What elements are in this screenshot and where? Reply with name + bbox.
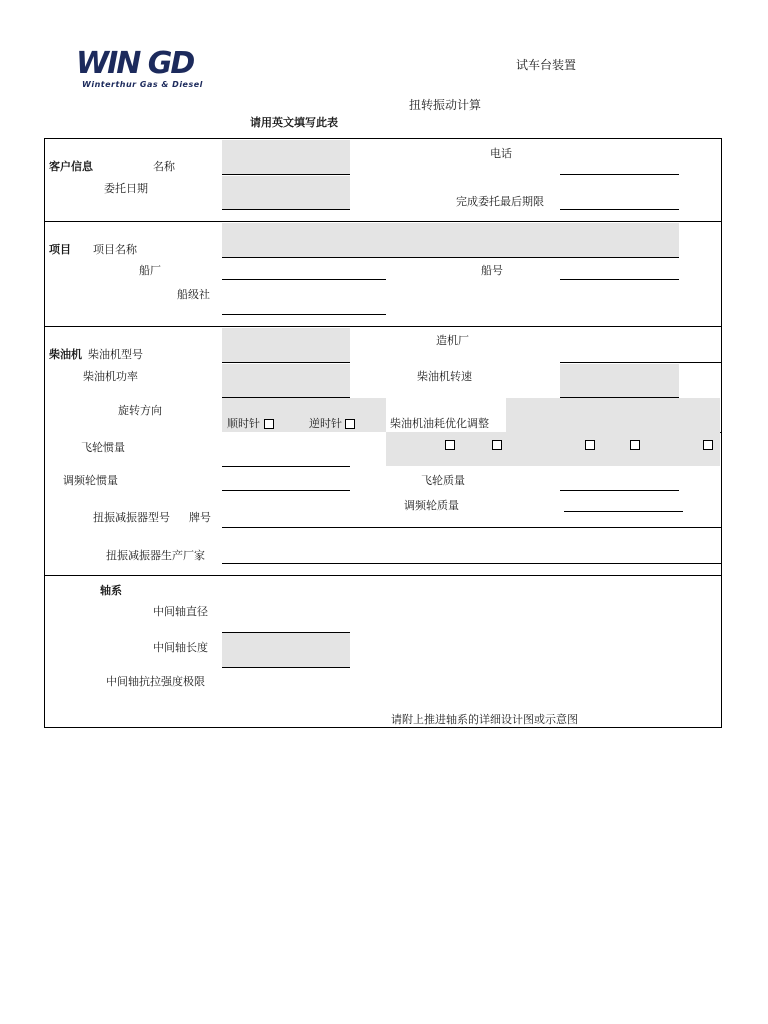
shaft-length-field[interactable] — [222, 633, 350, 667]
project-name-underline — [222, 257, 679, 258]
engine-type-field[interactable] — [222, 328, 350, 362]
tuning-field[interactable] — [506, 398, 720, 432]
tuning-option-checkbox[interactable] — [703, 440, 713, 450]
engine-section-label: 柴油机 — [49, 348, 82, 361]
deadline-field[interactable] — [560, 209, 679, 210]
shafting-section-label: 轴系 — [100, 584, 122, 597]
phone-label: 电话 — [490, 147, 512, 160]
tuning-wheel-mass-field[interactable] — [564, 511, 683, 512]
customer-name-underline — [222, 174, 350, 175]
engine-speed-label: 柴油机转速 — [417, 370, 472, 383]
tuning-options-bg — [386, 432, 720, 466]
order-date-underline — [222, 209, 350, 210]
tuning-wheel-inertia-label: 调频轮惯量 — [63, 474, 118, 487]
tensile-strength-label: 中间轴抗拉强度极限 — [106, 675, 205, 688]
deadline-label: 完成委托最后期限 — [456, 195, 544, 208]
form-subtitle: 扭转振动计算 — [409, 98, 482, 112]
project-section-label: 项目 — [49, 243, 71, 256]
counterclockwise-label: 逆时针 — [309, 417, 342, 430]
order-date-field[interactable] — [222, 176, 350, 210]
damper-maker-label: 扭振减振器生产厂家 — [106, 549, 205, 562]
tuning-option-checkbox[interactable] — [445, 440, 455, 450]
attachment-note: 请附上推进轴系的详细设计图或示意图 — [391, 713, 578, 726]
shipyard-field[interactable] — [222, 279, 386, 280]
flywheel-inertia-label: 飞轮惯量 — [81, 441, 125, 454]
class-society-label: 船级社 — [177, 288, 210, 301]
order-date-label: 委托日期 — [104, 182, 148, 195]
instruction-text: 请用英文填写此表 — [250, 116, 338, 129]
shipyard-label: 船厂 — [139, 264, 161, 277]
phone-field[interactable] — [560, 174, 679, 175]
damper-type-label: 扭振减振器型号 — [93, 511, 170, 524]
engine-speed-field[interactable] — [560, 364, 679, 398]
rotation-label: 旋转方向 — [118, 404, 162, 417]
page-title: 试车台装置 — [516, 58, 577, 72]
customer-name-label: 名称 — [153, 160, 175, 173]
tuning-wheel-inertia-field[interactable] — [222, 490, 350, 491]
tuning-option-checkbox[interactable] — [492, 440, 502, 450]
hull-number-label: 船号 — [481, 264, 503, 277]
engine-power-label: 柴油机功率 — [83, 370, 138, 383]
shaft-length-underline — [222, 667, 350, 668]
company-logo: WIN GD — [76, 46, 194, 81]
company-logo-subtitle: Winterthur Gas & Diesel — [82, 80, 203, 89]
shaft-length-label: 中间轴长度 — [153, 641, 208, 654]
customer-section-label: 客户信息 — [49, 160, 93, 173]
engine-builder-label: 造机厂 — [436, 334, 469, 347]
hull-number-field[interactable] — [560, 279, 679, 280]
customer-name-field[interactable] — [222, 140, 350, 174]
project-name-field[interactable] — [222, 223, 679, 257]
clockwise-label: 顺时针 — [227, 417, 260, 430]
engine-type-label: 柴油机型号 — [88, 348, 143, 361]
engine-power-field[interactable] — [222, 364, 350, 398]
tuning-wheel-mass-label: 调频轮质量 — [404, 499, 459, 512]
damper-maker-field[interactable] — [222, 563, 722, 564]
class-society-field[interactable] — [222, 314, 386, 315]
engine-type-underline — [222, 362, 350, 363]
shaft-diameter-label: 中间轴直径 — [153, 605, 208, 618]
tuning-option-checkbox[interactable] — [585, 440, 595, 450]
counterclockwise-checkbox[interactable] — [345, 419, 355, 429]
project-name-label: 项目名称 — [93, 243, 137, 256]
flywheel-mass-field[interactable] — [560, 490, 679, 491]
tuning-option-checkbox[interactable] — [630, 440, 640, 450]
engine-builder-field[interactable] — [560, 362, 721, 363]
flywheel-inertia-field[interactable] — [222, 466, 350, 467]
clockwise-checkbox[interactable] — [264, 419, 274, 429]
shafting-section — [44, 575, 722, 728]
damper-type-field[interactable] — [222, 527, 722, 528]
brand-label: 牌号 — [189, 511, 211, 524]
tuning-label: 柴油机油耗优化调整 — [390, 417, 489, 430]
flywheel-mass-label: 飞轮质量 — [421, 474, 465, 487]
